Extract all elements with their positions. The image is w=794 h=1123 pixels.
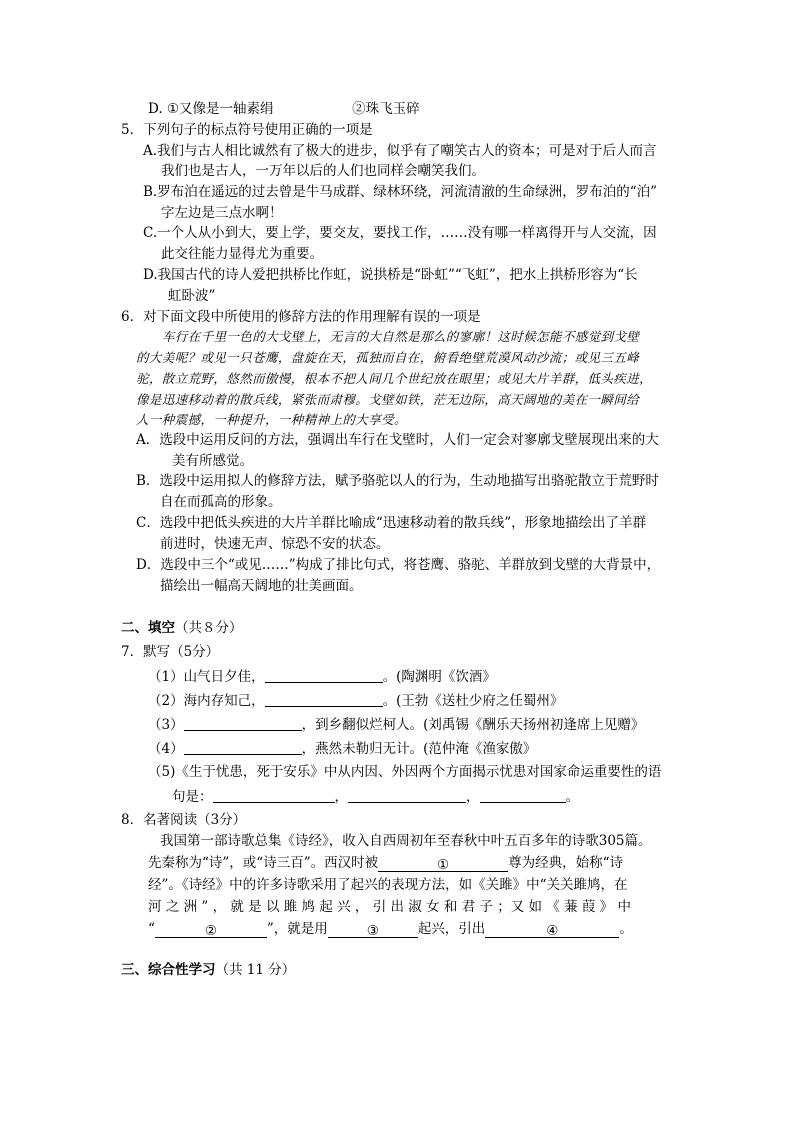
- q7-3-text: ，到乡翻似烂柯人。(刘禹锡《酬乐天扬州初逢席上见赠》: [301, 717, 645, 733]
- q8-blank-1[interactable]: [378, 857, 508, 872]
- comma: ，: [334, 789, 348, 805]
- q7-5-blank-3[interactable]: [480, 788, 566, 803]
- q5-option-a-cont: 我们也是古人，一万年以后的人们也同样会嘲笑我们。: [161, 163, 485, 179]
- q8-l2-text: 先秦称为“诗”，或“诗三百”。西汉时被: [148, 855, 379, 871]
- q5-option-d: D.我国古代的诗人爱把拱桥比作虹，说拱桥是“卧虹”“飞虹”，把水上拱桥形容为“长: [143, 267, 638, 283]
- q7-3-blank[interactable]: [184, 716, 302, 731]
- q8-blank-4[interactable]: [485, 923, 619, 938]
- q6-passage-line-5: 人一种震撼，一种提升，一种精神上的大享受。: [136, 412, 407, 427]
- q7-2-source: 。(王勃《送杜少府之任蜀州》: [382, 693, 564, 709]
- q6-option-c-cont: 前进时，快速无声、惊恐不安的状态。: [160, 536, 390, 552]
- q7-item-2: [148, 692, 563, 709]
- q7-item-3: [148, 716, 644, 733]
- q8-stem: 8．名著阅读（3分）: [121, 812, 247, 828]
- q7-4-text: ，燕然未勒归无计。(范仲淹《渔家傲》: [301, 741, 537, 757]
- blank-number: ①: [437, 857, 450, 873]
- q6-option-a-cont: 美有所感觉。: [172, 453, 253, 469]
- q8-blank-2[interactable]: [155, 923, 267, 938]
- q5-option-c-cont: 此交往能力显得尤为重要。: [161, 246, 323, 262]
- q4-d-right: ②珠飞玉碎: [352, 101, 420, 117]
- q6-option-b-cont: 自在而孤高的形象。: [160, 494, 282, 510]
- q6-passage-line-1: 车行在千里一色的大戈壁上，无言的大自然是那么的寥廓！这时候怎能不感觉到戈壁: [162, 329, 640, 344]
- q6-stem: 6．对下面文段中所使用的修辞方法的作用理解有误的一项是: [121, 309, 481, 325]
- q8-l5-quote: “: [148, 921, 155, 937]
- q7-4-blank[interactable]: [184, 740, 302, 755]
- q5-option-c: C.一个人从小到大，要上学，要交友，要找工作，……没有哪一样离得开与人交流，因: [143, 225, 657, 241]
- q8-blank-3[interactable]: [328, 923, 418, 938]
- q6-passage-line-4: 像是迅速移动着的散兵线，紧张而肃穆。戈壁如铁，茫无边际，高天阔地的美在一瞬间给: [136, 392, 640, 407]
- section-3-score: （共 11 分）: [215, 962, 296, 978]
- section-2-heading: [121, 620, 243, 636]
- q4-d-left: D. ①又像是一轴素绢: [148, 101, 274, 117]
- q7-2-text: （2）海内存知己，: [148, 693, 265, 709]
- section-2-title: 二、填空: [121, 620, 175, 636]
- q5-option-a: A.我们与古人相比诚然有了极大的进步，似乎有了嘲笑古人的资本；可是对于后人而言: [143, 143, 657, 159]
- q7-1-blank[interactable]: [265, 668, 383, 683]
- section-3-heading: [121, 962, 295, 978]
- q8-l5-end: 。: [619, 921, 633, 937]
- q7-2-blank[interactable]: [265, 692, 383, 707]
- q8-line-4: 河 之 洲 ” ， 就 是 以 雎 鸠 起 兴 ， 引 出 淑 女 和 君 子 ；又 如 《 蒹 葭 》 中: [148, 899, 631, 915]
- q5-stem: 5．下列句子的标点符号使用正确的一项是: [121, 122, 373, 138]
- q6-passage-line-3: 驼，散立荒野，悠然而傲慢，根本不把人间几个世纪放在眼里；或见大片羊群，低头疾进，: [136, 371, 653, 386]
- q7-stem: 7．默写（5分）: [121, 644, 220, 660]
- q7-3-label: （3）: [148, 717, 184, 733]
- blank-number: ④: [546, 923, 559, 939]
- q7-1-text: （1）山气日夕佳，: [148, 669, 265, 685]
- q5-option-b-cont: 字左边是三点水啊！: [161, 205, 283, 221]
- q6-option-c: C．选段中把低头疾进的大片羊群比喻成“迅速移动着的散兵线”，形象地描绘出了羊群: [136, 515, 647, 531]
- q7-5-blank-2[interactable]: [348, 788, 466, 803]
- q7-1-source: 。(陶渊明《饮酒》: [382, 669, 496, 685]
- q7-5-blank-1[interactable]: [213, 788, 335, 803]
- q6-option-d-cont: 描绘出一幅高天阔地的壮美画面。: [160, 578, 363, 594]
- q8-l2-text-b: 尊为经典，始称“诗: [508, 855, 624, 871]
- q8-line-5: [148, 921, 633, 938]
- q8-line-2: [148, 855, 623, 872]
- q5-option-b: B.罗布泊在遥远的过去曾是牛马成群、绿林环绕，河流清澈的生命绿洲，罗布泊的“泊”: [143, 184, 658, 200]
- q8-line-1: 我国第一部诗歌总集《诗经》，收入自西周初年至春秋中叶五百多年的诗歌305篇。: [160, 833, 652, 849]
- q8-l5-text-b: ”，就是用: [266, 921, 328, 937]
- section-2-score: （共８分）: [175, 620, 243, 636]
- q6-option-a: A．选段中运用反问的方法，强调出车行在戈壁时，人们一定会对寥廓戈壁展现出来的大: [136, 432, 659, 448]
- q7-5-label: 句是：: [172, 789, 213, 805]
- section-3-title: 三、综合性学习: [121, 962, 216, 978]
- blank-number: ②: [204, 923, 217, 939]
- q7-item-5-answer: [172, 788, 579, 805]
- blank-number: ③: [366, 923, 379, 939]
- q6-option-b: B．选段中运用拟人的修辞方法，赋予骆驼以人的行为，生动地描写出骆驼散立于荒野时: [136, 473, 659, 489]
- comma: ，: [466, 789, 480, 805]
- q5-option-d-cont: 虹卧波”: [168, 288, 216, 304]
- q4-option-d: [148, 101, 420, 117]
- q7-4-label: （4）: [148, 741, 184, 757]
- q7-item-1: [148, 668, 496, 685]
- q7-item-5: （5)《生于忧患，死于安乐》中从内因、外因两个方面揭示忧患对国家命运重要性的语: [148, 764, 662, 780]
- q8-l5-text-c: 起兴，引出: [417, 921, 486, 937]
- q6-option-d: D．选段中三个“或见……”构成了排比句式，将苍鹰、骆驼、羊群放到戈壁的大背景中，: [136, 557, 661, 573]
- period: 。: [565, 789, 579, 805]
- q7-item-4: [148, 740, 536, 757]
- q8-line-3: 经”。《诗经》中的许多诗歌采用了起兴的表现方法，如《关雎》中“关关雎鸠，在: [148, 877, 628, 893]
- q6-passage-line-2: 的大美呢？或见一只苍鹰，盘旋在天，孤独而自在，俯看绝壁荒漠风动沙流；或见三五峰: [136, 350, 640, 365]
